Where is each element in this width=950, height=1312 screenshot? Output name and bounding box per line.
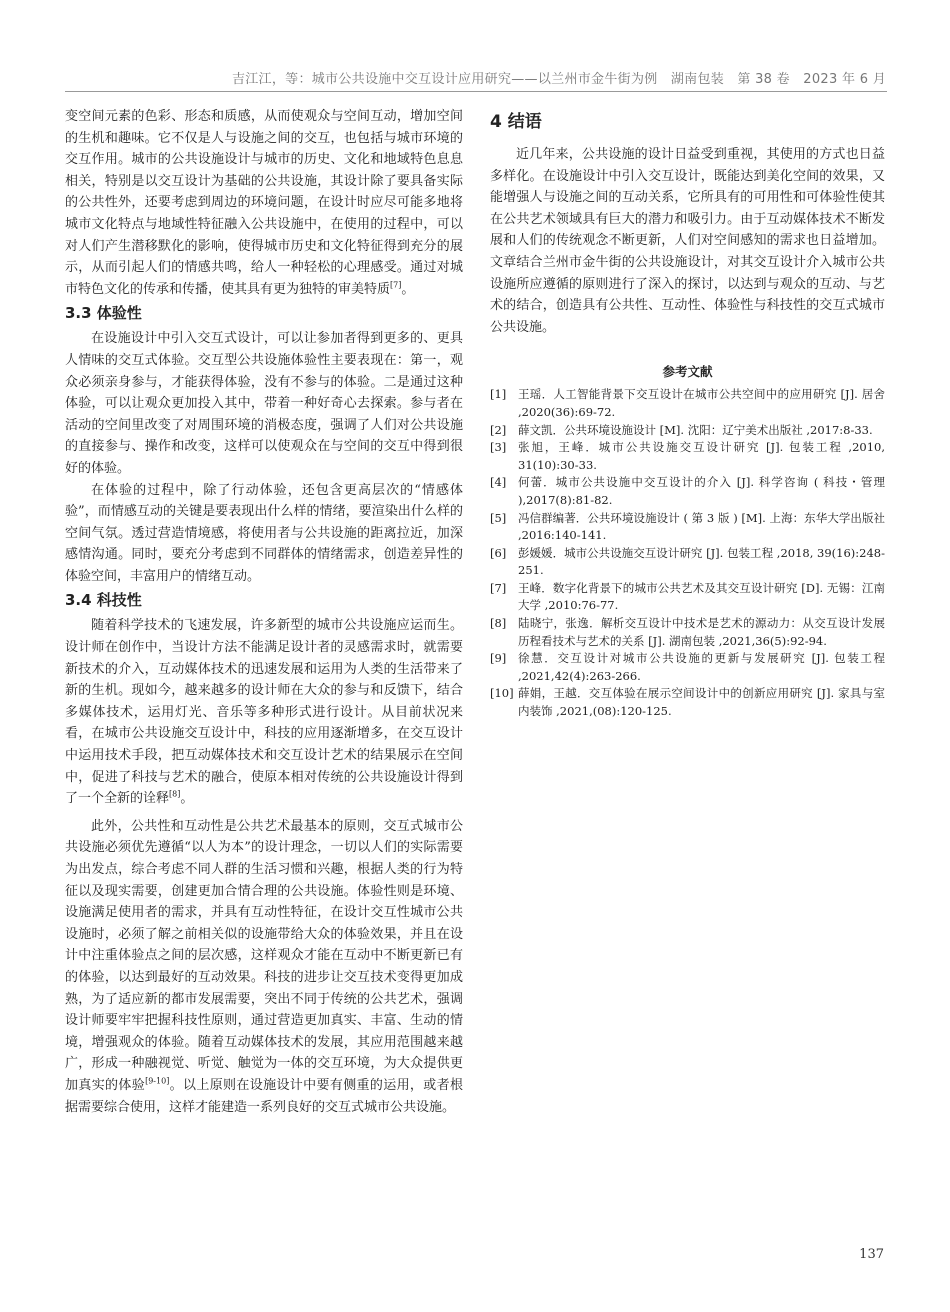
citation: [9-10] (145, 1076, 170, 1086)
citation: [7] (390, 280, 402, 290)
left-column (65, 106, 463, 1118)
page-number: 137 (859, 1247, 884, 1262)
paragraph: 在体验的过程中，除了行动体验，还包含更高层次的“情感体验”，而情感互动的关键是要表现出什么样的情绪，要渲染出什么样的空间气氛。透过营造情境感，将使用者与公共设施的距离拉近，加深感情沟通。同时，要充分考虑到不同群体的情绪需求，创造差异性的体验空间，丰富用户的情绪互动。 (65, 482, 463, 584)
header-rule (65, 91, 887, 92)
reference-item: [10] 薛娟，王越．交互体验在展示空间设计中的创新应用研究 [J]. 家具与室内装饰 ,2021,(08):120-125. (490, 686, 885, 719)
section-heading-3-4: 3.4 科技性 (65, 591, 142, 610)
reference-item: [8] 陆晓宁，张逸．解析交互设计中技术是艺术的源动力：从交互设计发展历程看技术与艺术的关系 [J]. 湖南包装 ,2021,36(5):92-94. (490, 616, 885, 648)
section-heading-3-3: 3.3 体验性 (65, 304, 142, 323)
reference-item: [9] 徐慧．交互设计对城市公共设施的更新与发展研究 [J]. 包装工程 ,2021,42(4):263-266. (490, 651, 885, 683)
reference-item: [2] 薛文凯．公共环境设施设计 [M]. 沈阳：辽宁美术出版社 ,2017:8-33. (490, 422, 873, 437)
section-heading-4: 4 结语 (490, 112, 542, 132)
paragraph: 在设施设计中引入交互式设计，可以让参加者得到更多的、更具人情味的交互式体验。交互型公共设施体验性主要表现在：第一，观众必须亲身参与，才能获得体验，没有不参与的体验。二是通过这种体验，可以让观众更加投入其中，带着一种好奇心去探索。参与者在活动的空间里改变了对周围环境的消极态度，强调了人们对公共设施的直接参与、操作和改变，这样可以使观众在与空间的交互中得到很好的体验。 (65, 331, 463, 476)
reference-item: [5] 冯信群编著．公共环境设施设计 ( 第 3 版 ) [M]. 上海：东华大学出版社 ,2016:140-141. (490, 510, 885, 543)
reference-list (490, 386, 885, 720)
reference-item: [7] 王峰．数字化背景下的城市公共艺术及其交互设计研究 [D]. 无锡：江南大学 ,2010:76-77. (490, 580, 885, 613)
paragraph-continued: 变空间元素的色彩、形态和质感，从而使观众与空间互动，增加空间的生机和趣味。它不仅是人与设施之间的交互，也包括与城市环境的交互作用。城市的公共设施设计与城市的历史、文化和地域特色息息相关，特别是以交互设计为基础的公共设施，其设计除了要具备实际的公共性外，还要考虑到周边的环境问题，在设计时应尽可能多地将城市文化特点与地域性特征融入公共设施中，在使用的过程中，可以对人们产生潜移默化的影响，使得城市历史和文化特征得到充分的展示，从而引起人们的情感共鸣，给人一种轻松的心理感受。通过对城市特色文化的传承和传播，使其具有更为独特的审美特质[7]。 (65, 109, 463, 297)
reference-item: [1] 王瑶．人工智能背景下交互设计在城市公共空间中的应用研究 [J]. 居舍 ,2020(36):69-72. (490, 387, 885, 419)
paragraph: 随着科学技术的飞速发展，许多新型的城市公共设施应运而生。设计师在创作中，当设计方法不能满足设计者的灵感需求时，就需要新技术的介入，互动媒体技术的迅速发展和运用为人类的生活带来了新的生机。现如今，越来越多的设计师在大众的参与和反馈下，结合多媒体技术，运用灯光、音乐等多种形式进行设计。从目前状况来看，在城市公共设施交互设计中，科技的应用逐渐增多，在交互设计中运用技术手段，把互动媒体技术和交互设计艺术的结果展示在空间中，促进了科技与艺术的融合，使原本相对传统的公共设施设计得到了一个全新的诠释[8]。 (65, 618, 463, 807)
right-column (490, 106, 885, 721)
running-header: 吉江江，等：城市公共设施中交互设计应用研究——以兰州市金牛街为例 湖南包装 第 38 卷 2023 年 6 月 (231, 72, 886, 87)
reference-item: [3] 张旭，王峰．城市公共设施交互设计研究 [J]. 包装工程 ,2010, 31(10):30-33. (490, 440, 885, 472)
references-title: 参考文献 (662, 364, 713, 380)
conclusion-paragraph: 近几年来，公共设施的设计日益受到重视，其使用的方式也日益多样化。在设施设计中引入交互设计，既能达到美化空间的效果，又能增强人与设施之间的互动关系，它所具有的可用性和可体验性使其在公共艺术领域具有巨大的潜力和吸引力。由于互动媒体技术不断发展和人们的传统观念不断更新，人们对空间感知的需求也日益增加。文章结合兰州市金牛街的公共设施设计，对其交互设计介入城市公共设施所应遵循的原则进行了深入的探讨，以达到与观众的互动、与艺术的结合，创造具有公共性、互动性、体验性与科技性的交互式城市公共设施。 (490, 147, 885, 335)
reference-item: [6] 彭媛媛．城市公共设施交互设计研究 [J]. 包装工程 ,2018, 39(16):248-251. (490, 545, 885, 578)
reference-item: [4] 何蕾．城市公共设施中交互设计的介入 [J]. 科学咨询 ( 科技・管理 ),2017(8):81-82. (490, 475, 885, 507)
paragraph: 此外，公共性和互动性是公共艺术最基本的原则，交互式城市公共设施必须优先遵循“以人为本”的设计理念，一切以人们的实际需要为出发点，综合考虑不同人群的生活习惯和兴趣，根据人类的行为特征以及现实需要，创建更加合情合理的公共设施。体验性则是环境、设施满足使用者的需求，并具有互动性特征，在设计交互性城市公共设施时，必须了解之前相关似的设施带给大众的体验效果，并且在设计中注重体验点之间的层次感，这样观众才能在互动中不断更新已有的体验，以达到最好的互动效果。科技的进步让交互技术变得更加成熟，为了适应新的都市发展需要，突出不同于传统的公共艺术，强调设计师要牢牢把握科技性原则，通过营造更加真实、丰富、生动的情境，增强观众的体验。随着互动媒体技术的发展，其应用范围越来越广，形成一种融视觉、听觉、触觉为一体的交互环境，为大众提供更加真实的体验[9-10]。以上原则在设施设计中要有侧重的运用，或者根据需要综合使用，这样才能建造一系列良好的交互式城市公共设施。 (65, 818, 463, 1115)
citation: [8] (169, 789, 181, 799)
